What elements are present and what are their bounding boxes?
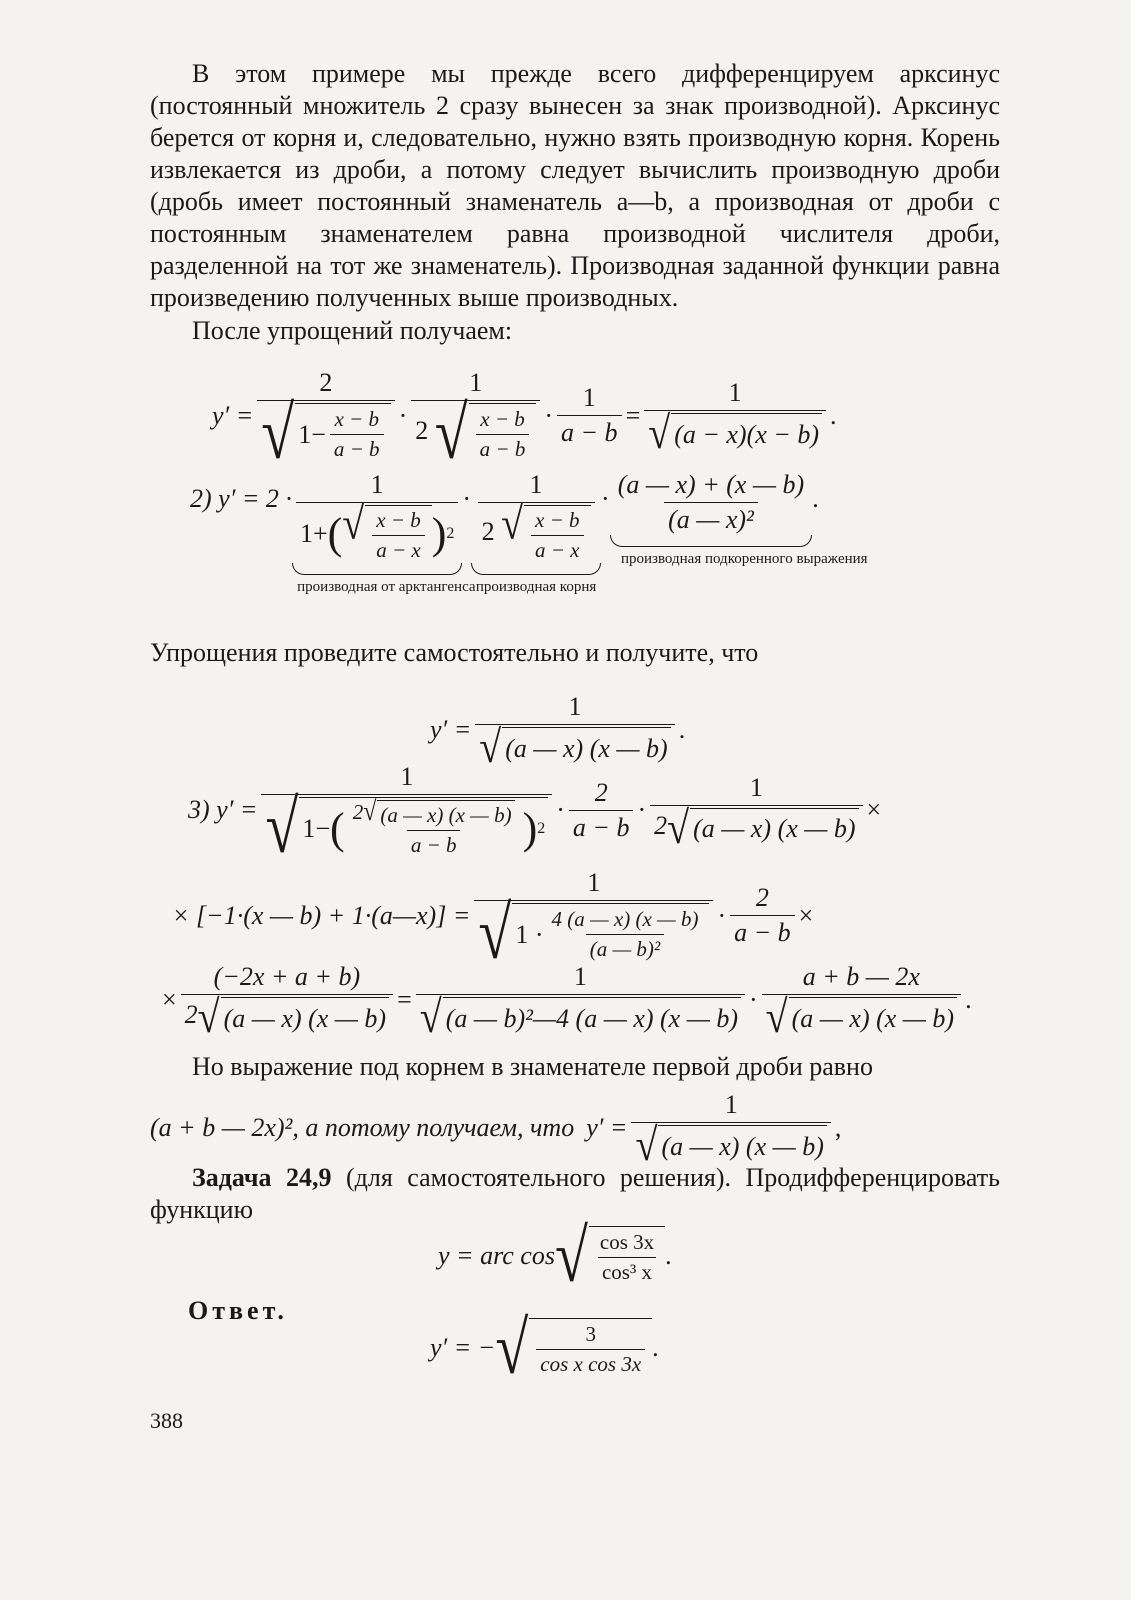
eq1-frac-b: 1 2 √ $\frac{x - b}{a - b}$ [411, 368, 540, 463]
eq1-frac-c: $\frac{1}{a - b}$ [557, 383, 622, 448]
equation-3-line-2: × [−1·(x — b) + 1·(a—x)] = 1 √ 1 · $\frac{4 (a — x) (x — b)}{\text{(a — b)²}}$ · $\frac{2}{a - b}$ × [172, 868, 814, 975]
task-paragraph: Задача 24,9 (для самостоятельного решения). Продифференцировать функцию [150, 1163, 1001, 1224]
equation-simplified: y′ = 1 √ (a — x) (x — b) . [430, 692, 686, 773]
eq3-lhs: 3) y′ = [188, 795, 258, 825]
page-number: 388 [150, 1408, 183, 1433]
eq1-result: 1 √ (a − x)(x − b) [644, 378, 826, 453]
eq2-lhs: 2) y′ = 2 · [190, 484, 292, 513]
answer-label: Ответ. [188, 1296, 288, 1325]
equation-final: (a + b — 2x)², а потому получаем, что y′ = 1 √ (a — x) (x — b) , [150, 1090, 842, 1171]
paragraph-explanation: В этом примере мы прежде всего дифференцируем арксинус (постоянный множитель 2 сразу вынесен за знак производной). Арксинус берется от корня и, следовательно, нужно взять производную корня. Корень извлекается из дроби, а потому следует вычислить производную дроби (дробь имеет постоянный знаменатель a—b, а производная от дроби с постоянным знаменателем равна производной числителя дроби, разделенной на тот же знаменатель). Производная заданной функции равна произведению полученных выше производных. [150, 59, 1000, 312]
equation-2: 2) y′ = 2 · 1 1+ ( √ $\frac{x - b}{a - x}$ ) 2 производная от арктангенса · 1 2 √ $\frac{x - b}{a - x}$ производная корня · $\frac{(a — x) + (x — b)}{\text{(a — x)²}}$ производная подкоренного выражения . [190, 470, 868, 595]
paragraph-simplify: Упрощения проведите самостоятельно и получите, что [150, 638, 759, 667]
equation-answer: y′ = − √ $\frac{3}{\text{cos x cos 3x}}$ . [430, 1306, 659, 1390]
eq1-lhs: y′ = [212, 400, 254, 430]
label-root: производная корня [475, 579, 597, 595]
eq2-frac-arctan: 1 1+ ( √ $\frac{x - b}{a - x}$ ) 2 [296, 470, 458, 563]
eq2-frac-root: 1 2 √ $\frac{x - b}{a - x}$ [478, 470, 595, 563]
label-arctan: производная от арктангенса [297, 579, 476, 595]
paragraph-after-simplification: После упрощений получаем: [192, 316, 513, 345]
eq2-frac-radicand: $\frac{(a — x) + (x — b)}{\text{(a — x)²}}$ [617, 470, 805, 534]
equation-1: y′ = 2 √ 1− $\frac{x - b}{a - b}$ · 1 2 √ $\frac{x - b}{a - b}$ · $\frac{1}{a - b}$ = 1 √ (a − x)(x − b) . [212, 368, 837, 475]
paragraph-radicand: Но выражение под корнем в знаменателе первой дроби равно [192, 1052, 873, 1081]
equation-3-line-3: × (−2x + a + b) 2 √ (a — x) (x — b) = 1 √ (a — b)²—4 (a — x) (x — b) · a + b — 2x √ (a — x) (x — b) . [162, 962, 972, 1043]
task-title: Задача 24,9 [192, 1163, 332, 1192]
equation-task: y = arc cos √ $\frac{\cos 3x}{\text{cos³ x}}$ . [438, 1214, 672, 1298]
label-radicand: производная подкоренного выражения [620, 551, 868, 567]
equation-3-line-1: 3) y′ = 1 √ 1− ( 2 √ (a — x) (x — b) a − b ) 2 · $\frac{2}{a - b}$ · 1 2 √ (a — x) (x — b) × [188, 762, 882, 869]
eq1-frac-a: 2 √ 1− $\frac{x - b}{a - b}$ [257, 368, 394, 463]
